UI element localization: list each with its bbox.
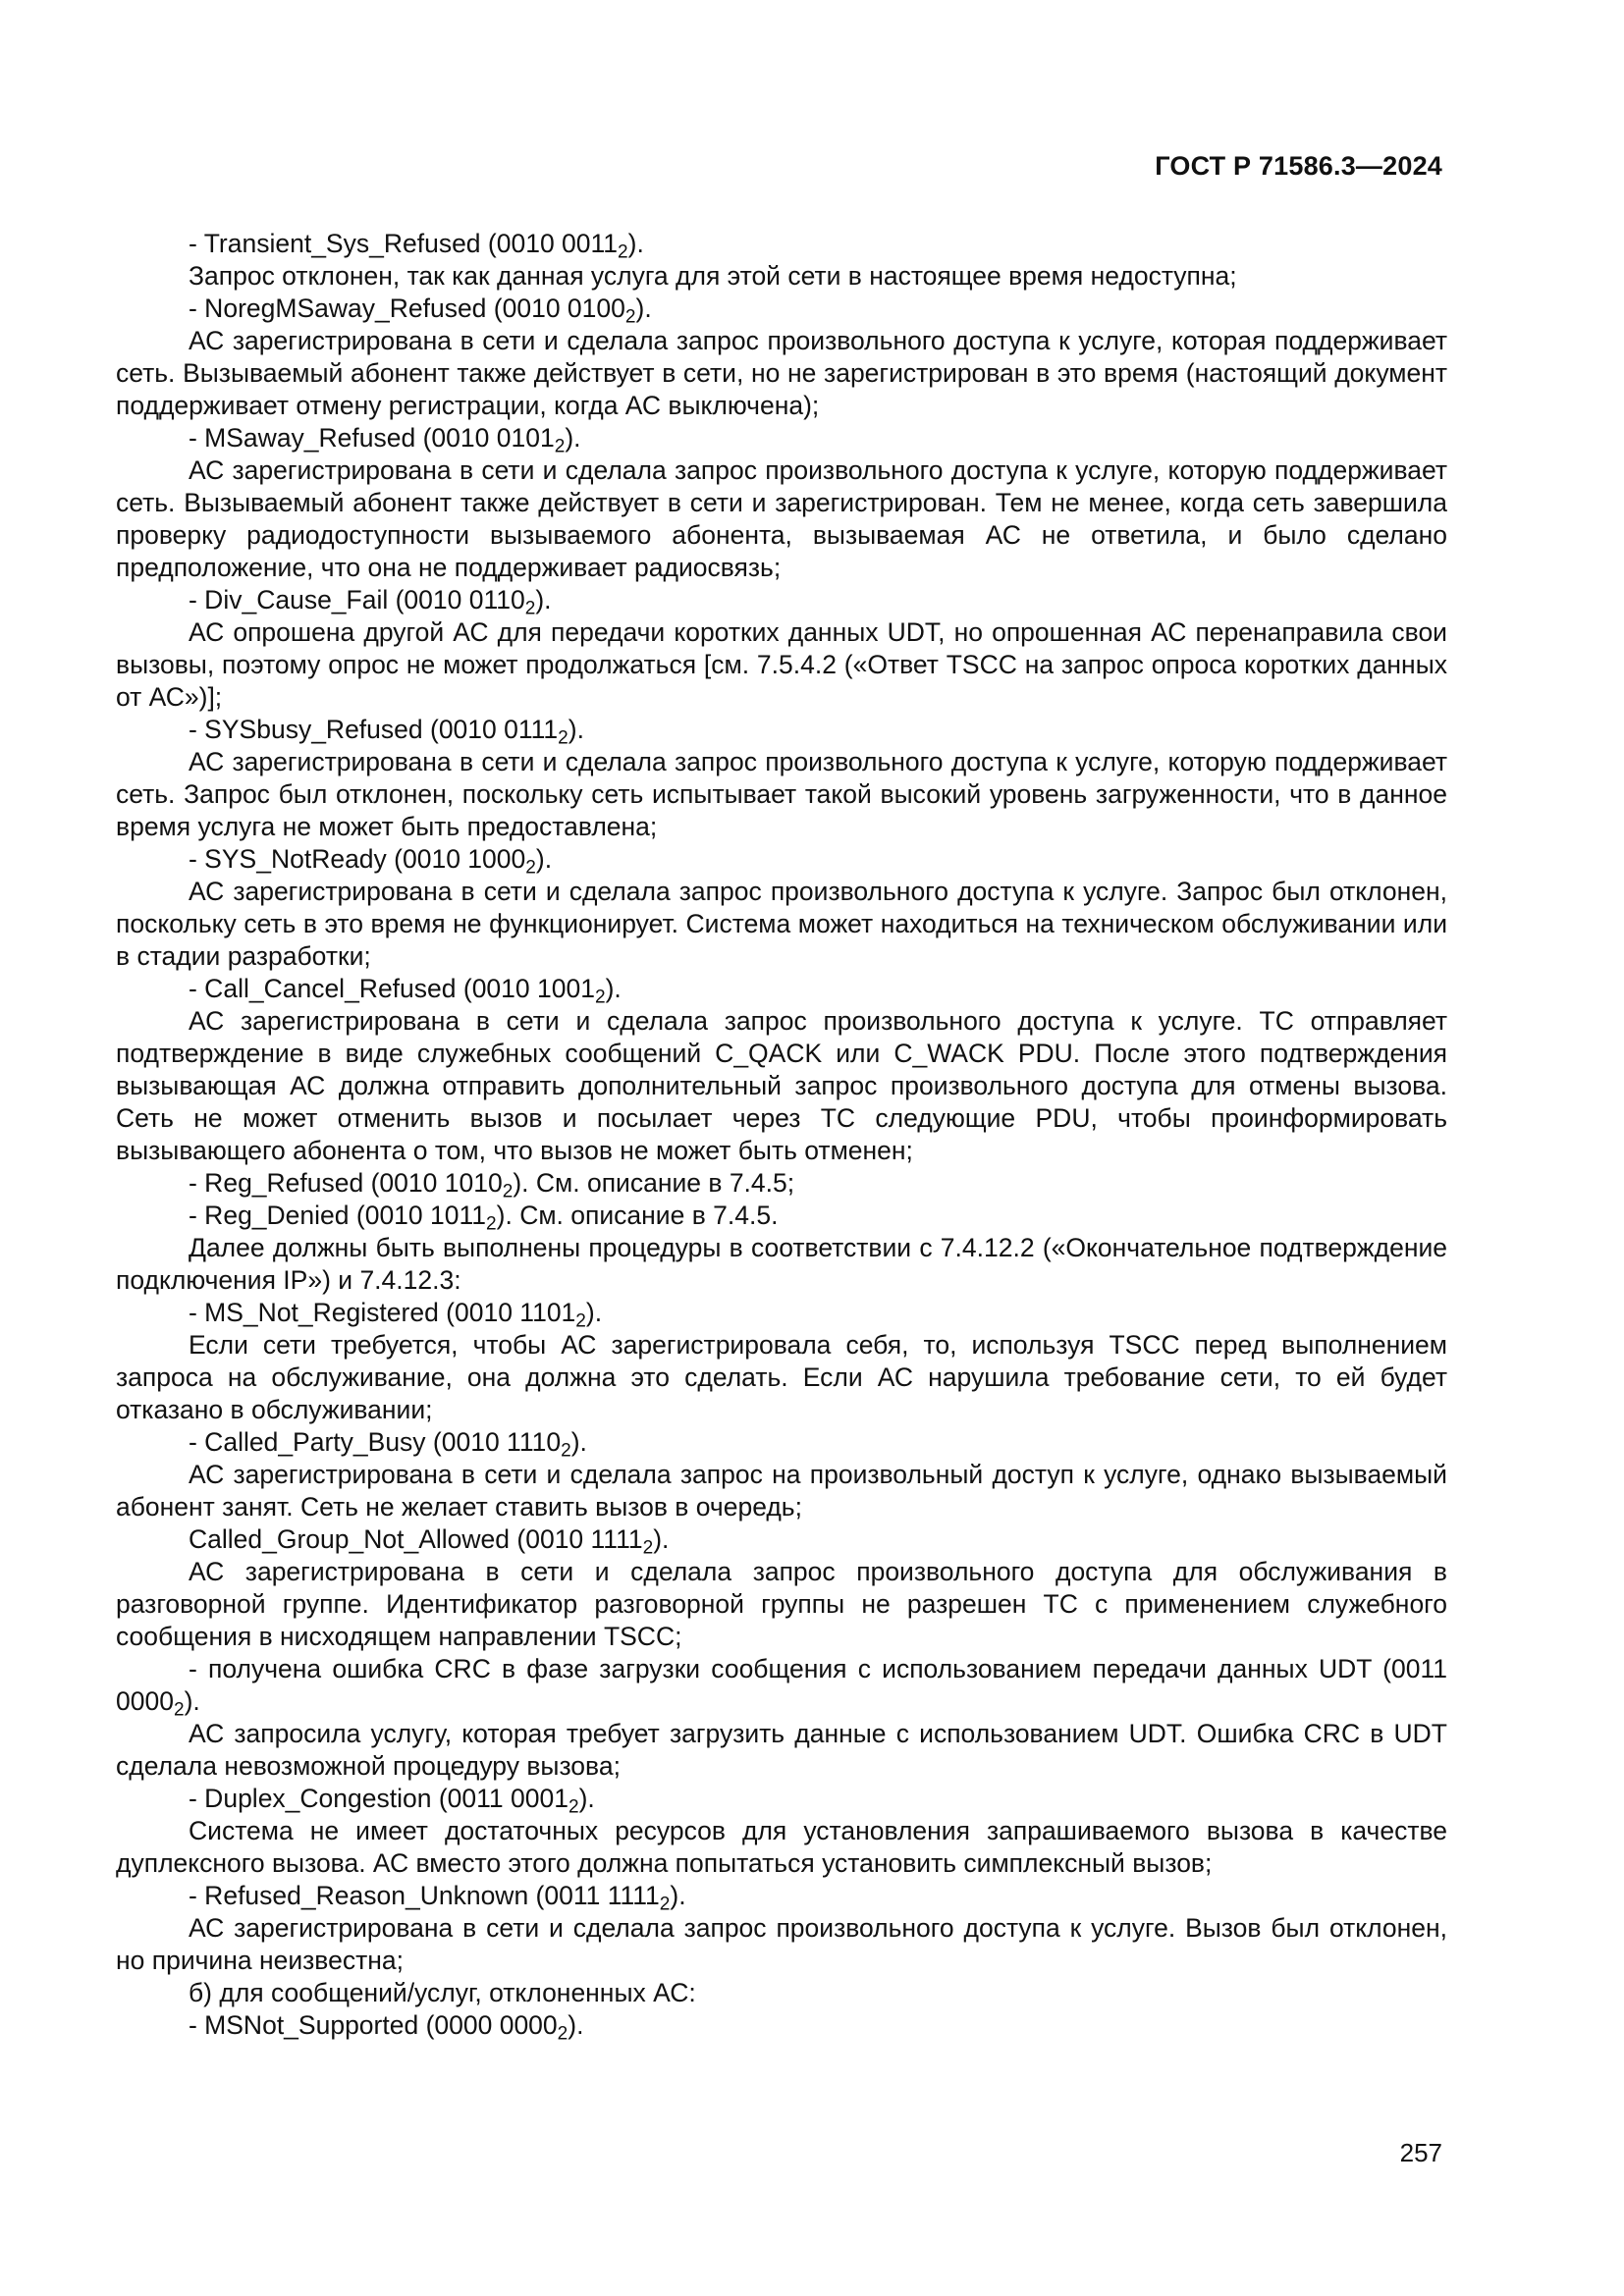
paragraph-text-tail: ). — [605, 974, 622, 1003]
paragraph — [116, 1232, 1447, 1297]
paragraph — [116, 1912, 1447, 1977]
paragraph-text: - SYS_NotReady (0010 1000 — [189, 844, 526, 874]
binary-subscript: 2 — [561, 1440, 571, 1462]
paragraph-text: Система не имеет достаточных ресурсов для установления запрашиваемого вызова в качестве дуплексного вызова. АС вместо этого должна попытаться установить симплексный вызов; — [116, 1816, 1447, 1878]
paragraph-text-tail: ). — [184, 1686, 200, 1716]
paragraph — [116, 1459, 1447, 1523]
binary-subscript: 2 — [568, 1796, 579, 1818]
paragraph-text: - Div_Cause_Fail (0010 0110 — [189, 585, 525, 614]
paragraph-text-tail: ). — [568, 715, 584, 744]
paragraph-text: б) для сообщений/услуг, отклоненных АС: — [189, 1978, 696, 2007]
paragraph-text-tail: ). — [585, 1298, 603, 1327]
binary-subscript: 2 — [624, 306, 636, 328]
binary-subscript: 2 — [618, 241, 628, 263]
binary-subscript: 2 — [554, 436, 566, 457]
paragraph-text: - MSaway_Refused (0010 0101 — [189, 423, 555, 453]
paragraph — [116, 1329, 1447, 1426]
paragraph — [116, 228, 1447, 263]
paragraph — [116, 1523, 1447, 1559]
paragraph — [116, 1200, 1447, 1235]
paragraph — [116, 843, 1447, 879]
paragraph-text: АС зарегистрирована в сети и сделала запрос произвольного доступа к услуге. Запрос был отклонен, поскольку сеть в это время не функционирует. Система может находиться на техническом обслуживании или в стадии разработки; — [116, 877, 1447, 971]
paragraph-text: - NoregMSaway_Refused (0010 0100 — [189, 294, 625, 323]
paragraph-text: Called_Group_Not_Allowed (0010 1111 — [189, 1524, 643, 1554]
paragraph-text: Далее должны быть выполнены процедуры в соответствии с 7.4.12.2 («Окончательное подтверждение подключения IP») и 7.4.12.3: — [116, 1233, 1447, 1295]
paragraph-text-tail: ). — [670, 1881, 686, 1910]
paragraph — [116, 293, 1447, 328]
paragraph — [116, 876, 1447, 973]
paragraph-text: - Reg_Refused (0010 1010 — [189, 1168, 503, 1198]
paragraph — [116, 973, 1447, 1008]
paragraph — [116, 1167, 1447, 1200]
binary-subscript: 2 — [525, 857, 536, 879]
paragraph-text: - SYSbusy_Refused (0010 0111 — [189, 715, 559, 744]
paragraph — [116, 1653, 1447, 1721]
paragraph — [116, 1005, 1447, 1167]
paragraph — [116, 1718, 1447, 1783]
paragraph — [116, 260, 1447, 293]
paragraph-text: Если сети требуется, чтобы АС зарегистрировала себя, то, используя TSCC перед выполнением запроса на обслуживание, она должна это сделать. Если АС нарушила требование сети, то ей будет отказано в обслуживании; — [116, 1330, 1447, 1424]
binary-subscript: 2 — [524, 598, 536, 619]
binary-subscript: 2 — [558, 727, 568, 749]
paragraph — [116, 2009, 1447, 2045]
paragraph — [116, 1815, 1447, 1880]
paragraph-text: - Duplex_Congestion (0011 0001 — [189, 1784, 568, 1813]
paragraph-text-tail: ). — [578, 1784, 595, 1813]
paragraph-text: АС зарегистрирована в сети и сделала запрос произвольного доступа к услуге, которую поддерживает сеть. Вызываемый абонент также действует в сети и зарегистрирован. Тем не менее, когда сеть завершила проверку радиодоступности вызываемого абонента, вызываемая АС не ответила, и было сделано предположение, что она не поддерживает радиосвязь; — [116, 455, 1447, 582]
binary-subscript: 2 — [575, 1310, 586, 1332]
paragraph-text-tail: ). — [653, 1524, 670, 1554]
paragraph-text: - MSNot_Supported (0000 0000 — [189, 2010, 558, 2040]
paragraph — [116, 1426, 1447, 1462]
paragraph — [116, 714, 1447, 749]
paragraph-text: АС запросила услугу, которая требует загрузить данные с использованием UDT. Ошибка CRC в UDT сделала невозможной процедуру вызова; — [116, 1719, 1447, 1781]
paragraph — [116, 1880, 1447, 1915]
paragraph — [116, 616, 1447, 714]
binary-subscript: 2 — [594, 987, 606, 1008]
paragraph — [116, 1977, 1447, 2009]
paragraph-text: АС зарегистрирована в сети и сделала запрос произвольного доступа к услуге, которая поддерживает сеть. Вызываемый абонент также действует в сети, но не зарегистрирован в это время (настоящий документ поддерживает отмену регистрации, когда АС выключена); — [116, 326, 1447, 420]
paragraph-text: АС зарегистрирована в сети и сделала запрос произвольного доступа для обслуживания в разговорной группе. Идентификатор разговорной группы не разрешен ТС с применением служебного сообщения в нисходящем направлении TSCC; — [116, 1557, 1447, 1651]
paragraph-text-tail: ). См. описание в 7.4.5; — [513, 1168, 795, 1198]
paragraph-text: Запрос отклонен, так как данная услуга для этой сети в настоящее время недоступна; — [189, 261, 1237, 291]
page-header-standard-title: ГОСТ Р 71586.3—2024 — [1155, 151, 1442, 181]
paragraph-text: АС зарегистрирована в сети и сделала запрос произвольного доступа к услуге, которую поддерживает сеть. Запрос был отклонен, поскольку сеть испытывает такой высокий уровень загруженности, что в данное время услуга не может быть предоставлена; — [116, 747, 1447, 841]
document-body — [116, 228, 1447, 2045]
paragraph-text: - Reg_Denied (0010 1011 — [189, 1201, 487, 1230]
paragraph — [116, 325, 1447, 422]
binary-subscript: 2 — [486, 1213, 497, 1235]
paragraph-text-tail: ). — [535, 844, 553, 874]
paragraph-text: - Transient_Sys_Refused (0010 0011 — [189, 229, 619, 258]
paragraph-text-tail: ). См. описание в 7.4.5. — [496, 1201, 779, 1230]
binary-subscript: 2 — [659, 1894, 671, 1915]
paragraph-text: - получена ошибка CRC в фазе загрузки сообщения с использованием передачи данных UDT (0011 0000 — [116, 1654, 1447, 1716]
paragraph — [116, 746, 1447, 843]
paragraph-text: - Refused_Reason_Unknown (0011 1111 — [189, 1881, 660, 1910]
paragraph-text-tail: ). — [570, 1427, 587, 1457]
paragraph-text: АС опрошена другой АС для передачи коротких данных UDT, но опрошенная АС перенаправила свои вызовы, поэтому опрос не может продолжаться [см. 7.5.4.2 («Ответ TSCC на запрос опроса коротких данных от АС»)]; — [116, 617, 1447, 712]
paragraph-text: - Called_Party_Busy (0010 1110 — [189, 1427, 562, 1457]
paragraph-text: АС зарегистрирована в сети и сделала запрос произвольного доступа к услуге. ТС отправляет подтверждение в виде служебных сообщений C_QACK или C_WACK PDU. После этого подтверждения вызывающая АС должна отправить дополнительный запрос произвольного доступа для отмены вызова. Сеть не может отменить вызов и посылает через ТС следующие PDU, чтобы проинформировать вызывающего абонента о том, что вызов не может быть отменен; — [116, 1006, 1447, 1165]
paragraph — [116, 422, 1447, 457]
paragraph — [116, 1783, 1447, 1818]
paragraph — [116, 584, 1447, 619]
binary-subscript: 2 — [502, 1181, 514, 1202]
paragraph-text: АС зарегистрирована в сети и сделала запрос произвольного доступа к услуге. Вызов был отклонен, но причина неизвестна; — [116, 1913, 1447, 1975]
paragraph-text: - MS_Not_Registered (0010 1101 — [189, 1298, 576, 1327]
binary-subscript: 2 — [173, 1699, 185, 1721]
paragraph-text-tail: ). — [535, 585, 552, 614]
paragraph-text-tail: ). — [568, 2010, 584, 2040]
paragraph — [116, 454, 1447, 584]
binary-subscript: 2 — [642, 1537, 654, 1559]
paragraph — [116, 1556, 1447, 1653]
page-number: 257 — [1399, 2138, 1442, 2167]
binary-subscript: 2 — [557, 2023, 568, 2045]
paragraph — [116, 1297, 1447, 1332]
paragraph-text: - Call_Cancel_Refused (0010 1001 — [189, 974, 595, 1003]
paragraph-text-tail: ). — [635, 294, 652, 323]
paragraph-text-tail: ). — [565, 423, 581, 453]
paragraph-text-tail: ). — [627, 229, 644, 258]
paragraph-text: АС зарегистрирована в сети и сделала запрос на произвольный доступ к услуге, однако вызываемый абонент занят. Сеть не желает ставить вызов в очередь; — [116, 1460, 1447, 1522]
